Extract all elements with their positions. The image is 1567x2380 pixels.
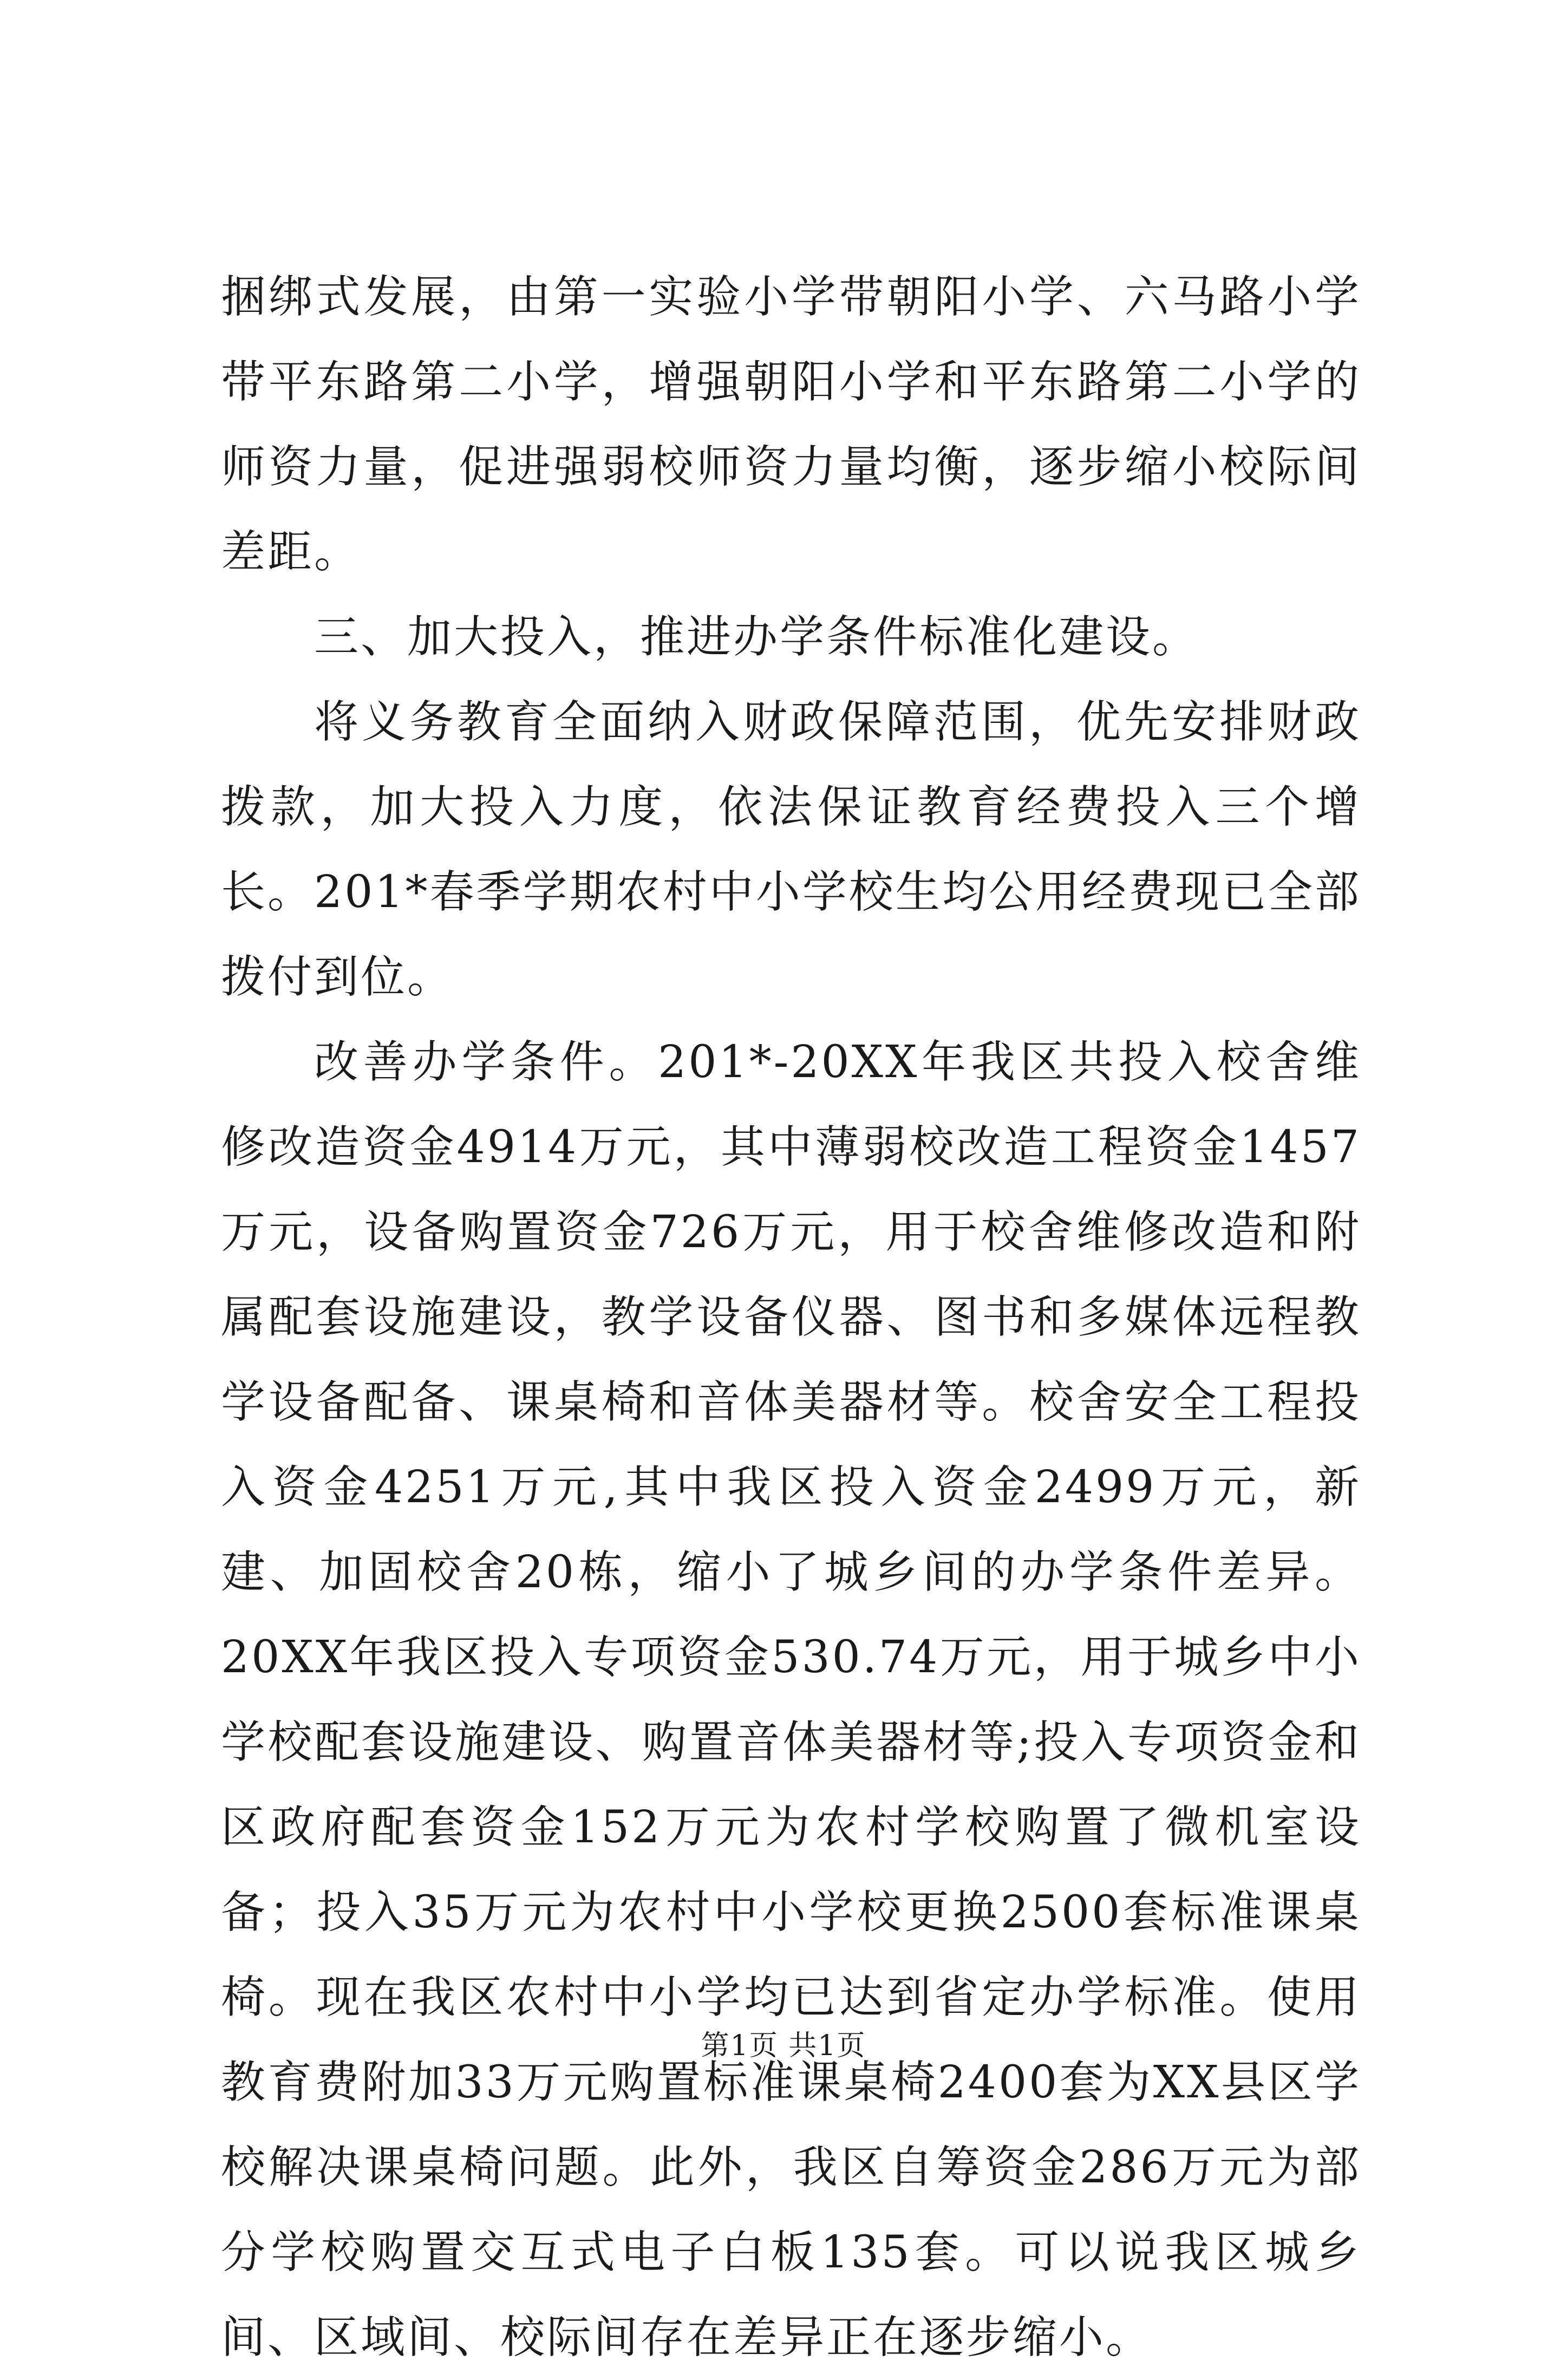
paragraph: 将义务教育全面纳入财政保障范围，优先安排财政拨款，加大投入力度，依法保证教育经费投入三个增长。201*春季学期农村中小学校生均公用经费现已全部拨付到位。	[221, 696, 1361, 1003]
paragraph: 改善办学条件。201*-20XX年我区共投入校舍维修改造资金4914万元，其中薄弱校改造工程资金1457万元，设备购置资金726万元，用于校舍维修改造和附属配套设施建设，教学设备仪器、图书和多媒体远程教学设备配备、课桌椅和音体美器材等。校舍安全工程投入资金4251万元,其中我区投入资金2499万元，新建、加固校舍20栋，缩小了城乡间的办学条件差异。20XX年我区投入专项资金530.74万元，用于城乡中小学校配套设施建设、购置音体美器材等;投入专项资金和区政府配套资金152万元为农村学校购置了微机室设备；投入35万元为农村中小学校更换2500套标准课桌椅。现在我区农村中小学均已达到省定办学标准。使用教育费附加33万元购置标准课桌椅2400套为XX县区学校解决课桌椅问题。此外，我区自筹资金286万元为部分学校购置交互式电子白板135套。可以说我区城乡间、区域间、校际间存在差异正在逐步缩小。	[221, 1036, 1361, 2363]
paragraph: 捆绑式发展，由第一实验小学带朝阳小学、六马路小学带平东路第二小学，增强朝阳小学和平东路第二小学的师资力量，促进强弱校师资力量均衡，逐步缩小校际间差距。	[221, 271, 1361, 578]
section-heading: 三、加大投入，推进办学条件标准化建设。	[314, 611, 1199, 663]
page-footer: 第1页 共1页	[701, 2030, 866, 2062]
